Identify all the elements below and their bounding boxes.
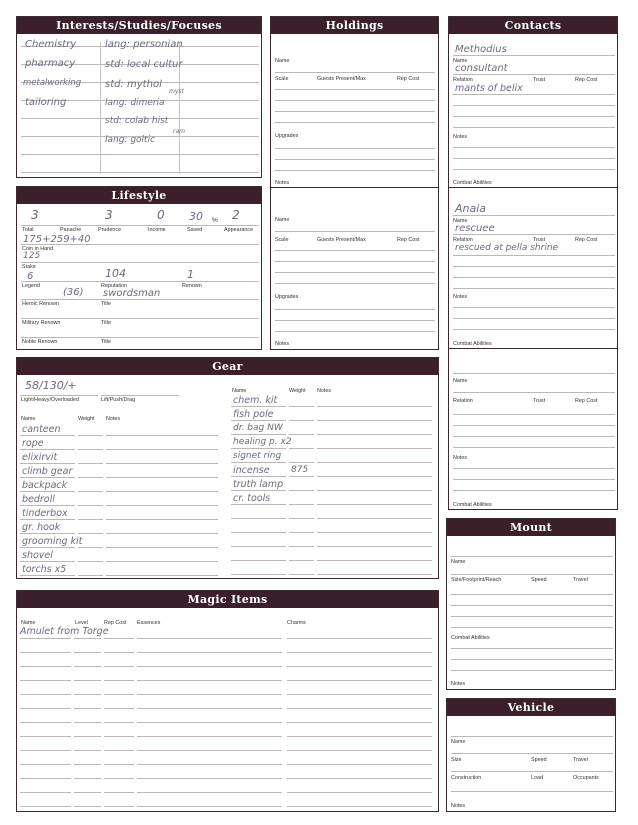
label-reputation: Reputation xyxy=(101,283,128,289)
lifestyle-header: Lifestyle xyxy=(17,187,261,204)
magic-rows xyxy=(17,591,437,811)
label-pct: % xyxy=(212,217,218,224)
contact-1-name: consultant xyxy=(455,63,508,74)
vehicle-size-label: Size xyxy=(451,757,462,763)
holdings-guests-1: Guests Present/Max xyxy=(317,76,366,82)
gear-load-value: 58/130/+ xyxy=(25,379,77,392)
value-saved: 30 xyxy=(189,210,203,223)
label-title-3: Title xyxy=(101,339,111,345)
gear-right-name-label: Name xyxy=(232,388,247,394)
interest-10: lang: goltic xyxy=(105,135,156,145)
label-renown: Renown xyxy=(182,283,202,289)
gear-panel xyxy=(16,357,439,579)
contact-2-name: rescuee xyxy=(455,223,495,234)
magic-items-header: Magic Items xyxy=(17,591,438,608)
gear-item: gr. hook xyxy=(22,522,61,533)
value-reputation-note: swordsman xyxy=(103,288,161,299)
mount-speed-label: Speed xyxy=(531,577,547,583)
gear-item: signet ring xyxy=(233,451,282,461)
gear-left-weight-label: Weight xyxy=(78,416,95,422)
gear-item: tinderbox xyxy=(22,508,68,519)
gear-header: Gear xyxy=(17,358,438,375)
contact-1-rep-label: Rep Cost xyxy=(575,77,598,83)
holdings-scale-1: Scale xyxy=(275,76,289,82)
value-income: 0 xyxy=(157,208,165,222)
value-reputation: 104 xyxy=(105,267,126,280)
gear-item: elixirvit xyxy=(22,452,58,463)
contact-3-relation-label: Relation xyxy=(453,398,473,404)
contact-1-notes-label: Notes xyxy=(453,134,468,140)
gear-item: fish pole xyxy=(233,409,274,420)
value-legend: (36) xyxy=(63,287,84,298)
value-coin-2: 125 xyxy=(23,251,41,261)
lifestyle-panel xyxy=(16,186,262,350)
contact-1-relation-label: Relation xyxy=(453,77,473,83)
interests-header: Interests/Studies/Focuses xyxy=(17,17,261,34)
gear-item: grooming kit xyxy=(22,536,83,547)
label-saved: Saved xyxy=(187,227,203,233)
magic-level-label: Level xyxy=(75,620,88,626)
holdings-name-1: Name xyxy=(275,58,290,64)
interest-3: metalworking xyxy=(23,78,82,88)
gear-load-label: Light/Heavy/Overloaded xyxy=(21,397,79,403)
contacts-panel xyxy=(448,16,618,510)
mount-header: Mount xyxy=(447,519,615,536)
magic-item-1: Amulet from Torge xyxy=(20,626,109,637)
vehicle-header: Vehicle xyxy=(447,699,615,716)
contact-3-rep-label: Rep Cost xyxy=(575,398,598,404)
vehicle-load-label: Load xyxy=(531,775,543,781)
value-coin: 175+259+40 xyxy=(23,234,91,245)
gear-lift-label: Lift/Push/Drag xyxy=(101,397,136,403)
magic-rep-label: Rep Cost xyxy=(104,620,127,626)
holdings-notes-2: Notes xyxy=(275,341,290,347)
value-total: 3 xyxy=(31,208,39,222)
label-panache: Panache xyxy=(60,227,82,233)
interest-4: tailoring xyxy=(25,97,67,108)
vehicle-panel xyxy=(446,698,616,812)
interest-5: lang: personian xyxy=(105,39,183,50)
gear-left-name-label: Name xyxy=(21,416,36,422)
contacts-header: Contacts xyxy=(449,17,617,34)
value-appearance: 2 xyxy=(232,208,240,222)
contact-2-rep-label: Rep Cost xyxy=(575,237,598,243)
vehicle-occupants-label: Occupants xyxy=(573,775,599,781)
contact-2-name-label: Name xyxy=(453,218,468,224)
contact-3-trust-label: Trust xyxy=(533,398,546,404)
label-total: Total xyxy=(22,227,34,233)
holdings-rep-2: Rep Cost xyxy=(397,237,420,243)
contact-3-name-label: Name xyxy=(453,378,468,384)
label-stake: Stake xyxy=(22,264,36,270)
interest-2: pharmacy xyxy=(25,58,76,69)
interest-8: lang: dimeria xyxy=(105,98,165,108)
interest-6: std: local cultur xyxy=(105,59,183,70)
mount-combat-label: Combat Abilities xyxy=(451,635,490,641)
label-heroic: Heroic Renown xyxy=(22,301,59,307)
contact-2-relation: rescued at pella shrine xyxy=(455,243,559,253)
label-income: Income xyxy=(148,227,166,233)
mount-size-label: Size/Footprint/Reach xyxy=(451,577,502,583)
interest-note-1: myst xyxy=(169,88,184,95)
holdings-panel xyxy=(270,16,439,350)
gear-item: canteen xyxy=(22,424,61,435)
label-title-1: Title xyxy=(101,301,111,307)
holdings-scale-2: Scale xyxy=(275,237,289,243)
interest-1: Chemistry xyxy=(25,39,77,50)
gear-item: incense xyxy=(233,465,270,476)
mount-notes-label: Notes xyxy=(451,681,466,687)
gear-item: cr. tools xyxy=(233,493,271,504)
interest-7: std: mythol xyxy=(105,79,162,90)
gear-right-weight-label: Weight xyxy=(289,388,306,394)
holdings-header: Holdings xyxy=(271,17,438,34)
value-renown: 1 xyxy=(187,268,194,281)
gear-item: climb gear xyxy=(22,466,73,477)
interest-note-2: ram xyxy=(173,128,185,135)
contact-2-relation-label: Relation xyxy=(453,237,473,243)
contact-2-combat-label: Combat Abilities xyxy=(453,341,492,347)
gear-item-weight: 875 xyxy=(291,465,309,475)
interest-9: std: colab hist xyxy=(105,116,169,126)
mount-name-label: Name xyxy=(451,559,466,565)
vehicle-speed-label: Speed xyxy=(531,757,547,763)
vehicle-name-label: Name xyxy=(451,739,466,745)
label-noble: Noble Renown xyxy=(22,339,58,345)
gear-item: chem. kit xyxy=(233,395,278,406)
holdings-notes-1: Notes xyxy=(275,180,290,186)
holdings-name-2: Name xyxy=(275,217,290,223)
mount-travel-label: Travel xyxy=(573,577,588,583)
gear-item: torchs x5 xyxy=(22,564,67,575)
gear-item: backpack xyxy=(22,480,68,491)
contact-1-combat-label: Combat Abilities xyxy=(453,180,492,186)
gear-item: bedroll xyxy=(22,494,55,505)
holdings-upgrades-1: Upgrades xyxy=(275,133,299,139)
gear-right-notes-label: Notes xyxy=(317,388,332,394)
contact-2-title: Anaia xyxy=(455,202,487,215)
label-coin: Coin in Hand xyxy=(22,246,54,252)
label-appearance: Appearance xyxy=(224,227,254,233)
contact-2-trust-label: Trust xyxy=(533,237,546,243)
mount-panel xyxy=(446,518,616,690)
value-stake: 6 xyxy=(27,271,34,282)
magic-items-panel xyxy=(16,590,439,812)
label-military: Military Renown xyxy=(22,320,61,326)
contact-3-combat-label: Combat Abilities xyxy=(453,502,492,508)
holdings-rep-1: Rep Cost xyxy=(397,76,420,82)
magic-name-label: Name xyxy=(21,620,36,626)
contact-1-relation: mants of belix xyxy=(455,83,523,94)
label-title-2: Title xyxy=(101,320,111,326)
gear-item: dr. bag NW xyxy=(233,423,283,433)
value-panache: 3 xyxy=(105,208,113,222)
gear-item: shovel xyxy=(22,550,53,561)
vehicle-notes-label: Notes xyxy=(451,803,466,809)
vehicle-construction-label: Construction xyxy=(451,775,482,781)
holdings-guests-2: Guests Present/Max xyxy=(317,237,366,243)
contact-1-title: Methodius xyxy=(455,44,507,55)
holdings-upgrades-2: Upgrades xyxy=(275,294,299,300)
vehicle-travel-label: Travel xyxy=(573,757,588,763)
magic-essences-label: Essences xyxy=(137,620,161,626)
gear-item: healing p. x2 xyxy=(233,437,292,447)
label-prudence: Prudence xyxy=(98,227,122,233)
magic-charms-label: Charms xyxy=(287,620,306,626)
contact-2-notes-label: Notes xyxy=(453,294,468,300)
gear-item: truth lamp xyxy=(233,479,284,490)
label-legend: Legend xyxy=(22,283,40,289)
gear-item: rope xyxy=(22,438,44,449)
gear-left-notes-label: Notes xyxy=(106,416,121,422)
contact-1-name-label: Name xyxy=(453,58,468,64)
contact-3-notes-label: Notes xyxy=(453,455,468,461)
interests-panel xyxy=(16,16,262,178)
contact-1-trust-label: Trust xyxy=(533,77,546,83)
